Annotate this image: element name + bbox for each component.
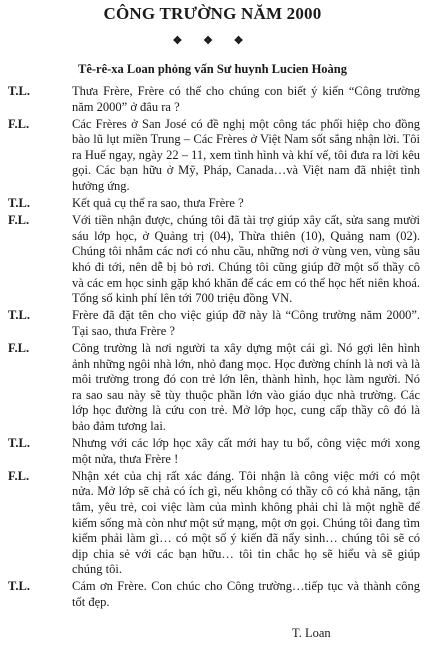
dialogue-text: Cám ơn Frère. Con chúc cho Công trường…tiếp tục và thành công tốt đẹp. [72, 579, 420, 609]
article-subtitle: Tê-rê-xa Loan phỏng vấn Sư huynh Lucien Hoàng [77, 62, 348, 76]
dialogue-text: Kết quả cụ thể ra sao, thưa Frère ? [72, 196, 244, 211]
speaker-label: F.L. [8, 116, 30, 131]
speaker-label: T.L. [8, 308, 30, 323]
dialogue-entry [8, 117, 420, 195]
dialogue-entry [8, 84, 420, 115]
speaker-label: T.L. [8, 196, 30, 211]
speaker-label: F.L. [8, 213, 30, 228]
dialogue-entry [8, 308, 420, 339]
author-signature: T. Loan [292, 626, 331, 640]
dialogue-text: Nhưng với các lớp học xây cất mới hay tu bổ, công việc mới xong một nửa, thưa Frère ! [72, 436, 420, 466]
dialogue-text: Công trường là nơi người ta xây dựng một cái gì. Nó gợi lên hình ảnh những ngôi nhà lớn, nhỏ đang mọc. Học đường chính là nơi và là môi trường trong đó con trẻ lớn lên, thành hình, học làm người. Nó ra sao sau này sẽ tùy thuộc phần lớn vào giáo dục nhà trường. Các lớp học đường là cứu con trẻ. Mở lớp học, cung cấp thầy cô đó là bảo đảm tương lai. [72, 341, 420, 433]
speaker-label: T.L. [8, 579, 30, 594]
dialogue-text: Nhận xét của chị rất xác đáng. Tôi nhận là công việc mới có một nửa. Mở lớp sẽ chả có ích gì, nếu không có thầy cô có khả năng, tận tâm, yêu trẻ, coi việc làm của mình không phải chỉ là một nghề để kiếm sống mà còn như một sứ mạng, một ơn gọi. Chúng tôi đang tìm kiếm phải làm gì… có một số ý kiến đã nẩy sinh… chúng tôi sẽ có dịp chia sẻ với các bạn hữu… tôi tin chắc họ sẽ hiểu và sẽ giúp chúng tôi. [72, 468, 420, 577]
speaker-label: T.L. [8, 84, 30, 98]
dialogue-entry [8, 341, 420, 435]
dialogue-text: Các Frères ở San José có đề nghị một công tác phối hiệp cho đồng bào lũ lụt miền Trung – Các Frères ở Việt Nam sốt sắng nhận lời. Tôi ra Huế ngay, ngày 22 – 11, xem tình hình và khí vế, tôi đưa ra lời kêu gọi. Các bạn hữu ở Mỹ, Pháp, Canada…và Việt nam đã nhiệt tình hưởng ứng. [72, 116, 420, 194]
dialogue-text: Với tiền nhận được, chúng tôi đã tài trợ giúp xây cất, sửa sang mười sáu lớp học, ở Quảng trị (04), Thừa thiên (10), Quảng nam (02). Chúng tôi nhắm các nơi có nhu cầu, những nơi ở vùng ven, vùng sâu khó đi tới, nên dễ bị bỏ rơi. Chúng tôi cũng giúp đỡ một số thầy cô và các em học sinh gặp khó khăn để các em có thể học hết niên khoá. Tổng số kinh phí lên tới 700 triệu đồng VN. [72, 213, 420, 306]
dialogue-entry [8, 436, 420, 467]
ornament-divider: ❖ ❖ ❖ [172, 35, 253, 47]
dialogue-entry [8, 579, 420, 610]
dialogue-entry [8, 469, 420, 578]
dialogue-entry [8, 213, 420, 307]
speaker-label: F.L. [8, 468, 30, 483]
article-title: CÔNG TRƯỜNG NĂM 2000 [103, 4, 322, 23]
interview-dialogue [8, 84, 420, 612]
speaker-label: F.L. [8, 341, 30, 355]
speaker-label: T.L. [8, 436, 30, 451]
dialogue-text: Frère đã đặt tên cho việc giúp đỡ này là “Công trường năm 2000”. Tại sao, thưa Frère ? [72, 308, 420, 338]
dialogue-text: Thưa Frère, Frère có thể cho chúng con biết ý kiến “Công trường năm 2000” ở đâu ra ? [72, 84, 420, 114]
dialogue-entry [8, 196, 420, 212]
